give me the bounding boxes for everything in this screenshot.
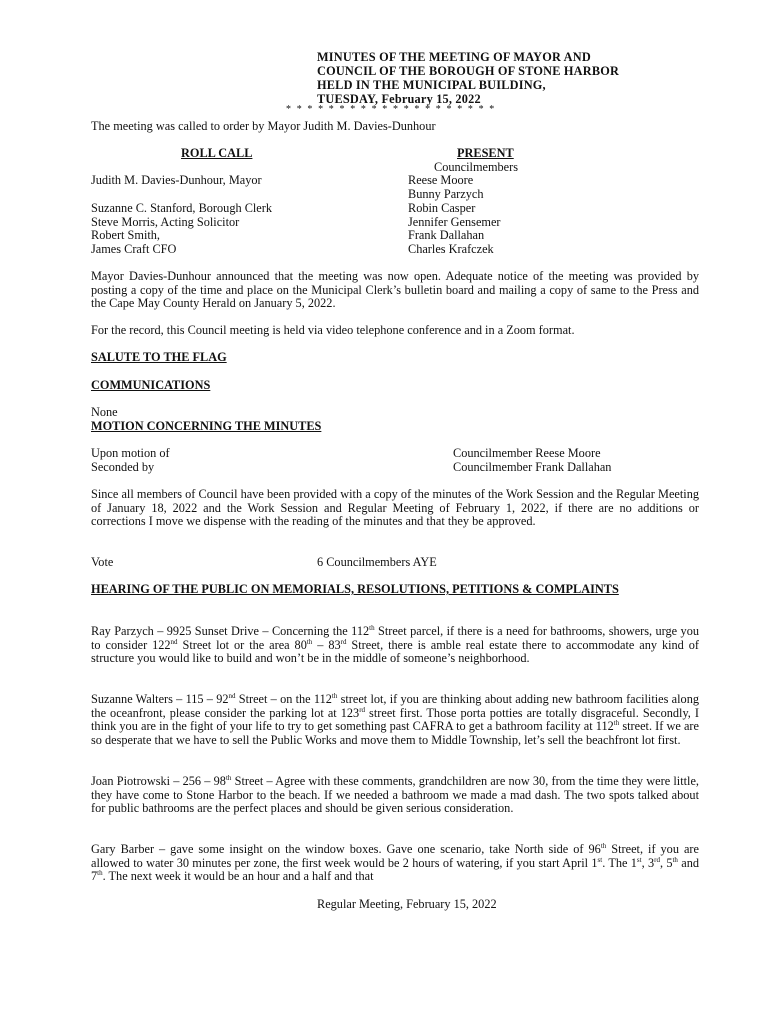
motion-by: Councilmember Reese Moore <box>453 446 601 460</box>
notice-paragraph: Mayor Davies-Dunhour announced that the meeting was now open. Adequate notice of the meeting was provided by posting a copy of the time and place on the Municipal Clerk’s bulletin board and mailing a copy of same to the Press and the Cape May County Herald on January 5, 2022. <box>91 269 699 311</box>
salute-heading: SALUTE TO THE FLAG <box>91 350 227 364</box>
minutes-paragraph: Since all members of Council have been provided with a copy of the minutes of the Work Session and the Regular Meeting of January 18, 2022 and the Work Session and Regular Meeting of February 1, 2022, if there are no additions or corrections I move we dispense with the reading of the minutes and that they be approved. <box>91 487 699 529</box>
roll-member: Robin Casper <box>408 201 476 215</box>
present-heading: PRESENT <box>457 146 514 160</box>
roll-member: Charles Krafczek <box>408 242 494 256</box>
roll-call-heading: ROLL CALL <box>181 146 253 160</box>
roll-member: Bunny Parzych <box>408 187 484 201</box>
motion-label: Upon motion of <box>91 446 170 460</box>
vote-label: Vote <box>91 555 114 569</box>
minutes-heading: MOTION CONCERNING THE MINUTES <box>91 419 322 433</box>
record-paragraph: For the record, this Council meeting is held via video telephone conference and in a Zoom format. <box>91 323 575 337</box>
roll-member: Reese Moore <box>408 173 474 187</box>
star-divider: * * * * * * * * * * * * * * * * * * * * <box>286 104 496 115</box>
public-comment-walters: Suzanne Walters – 115 – 92nd Street – on the 112th street lot, if you are thinking about adding new bathroom facilities along the oceanfront, please consider the parking lot at 123rd street first. Those porta potties are totally disgraceful. Secondly, I think you are in the fight of your life to try to get something past CAFRA to get a bathroom facility at 112th street. If we are so desperate that we have to sell the Public Works and move them to Middle Township, let’s sell the beachfront lot first. <box>91 691 699 747</box>
roll-member: Jennifer Gensemer <box>408 215 501 229</box>
call-to-order: The meeting was called to order by Mayor Judith M. Davies-Dunhour <box>91 119 436 133</box>
title-line-4: TUESDAY, February 15, 2022 <box>317 92 481 106</box>
roll-mayor: Judith M. Davies-Dunhour, Mayor <box>91 173 262 187</box>
communications-body: None <box>91 405 118 419</box>
second-by: Councilmember Frank Dallahan <box>453 460 612 474</box>
public-comment-piotrowski: Joan Piotrowski – 256 – 98th Street – Agree with these comments, grandchildren are now 30, from the time they were little, they have come to Stone Harbor to the beach. If we needed a bathroom we made a mad dash. The two spots talked about for public bathrooms are the perfect places and should be given serious consideration. <box>91 773 700 816</box>
communications-heading: COMMUNICATIONS <box>91 378 211 392</box>
roll-staff: Suzanne C. Stanford, Borough Clerk <box>91 201 273 215</box>
public-comment-parzych: Ray Parzych – 9925 Sunset Drive – Concerning the 112th Street parcel, if there is a need for bathrooms, showers, urge you to consider 122nd Street lot or the area 80th – 83rd Street, there is amble real estate there to accommodate any kind of structure you would like to build and won’t be in the middle of someone’s neighborhood. <box>91 623 699 666</box>
page-footer: Regular Meeting, February 15, 2022 <box>317 897 497 911</box>
roll-staff: Steve Morris, Acting Solicitor <box>91 215 240 229</box>
vote-result: 6 Councilmembers AYE <box>317 555 437 569</box>
roll-staff: James Craft CFO <box>91 242 177 256</box>
second-label: Seconded by <box>91 460 155 474</box>
title-line-2: COUNCIL OF THE BOROUGH OF STONE HARBOR <box>317 64 620 78</box>
councilmembers-label: Councilmembers <box>434 160 519 174</box>
title-line-3: HELD IN THE MUNICIPAL BUILDING, <box>317 78 546 92</box>
title-line-1: MINUTES OF THE MEETING OF MAYOR AND <box>317 50 591 64</box>
hearing-heading: HEARING OF THE PUBLIC ON MEMORIALS, RESOLUTIONS, PETITIONS & COMPLAINTS <box>91 582 619 596</box>
roll-member: Frank Dallahan <box>408 228 485 242</box>
roll-staff: Robert Smith, <box>91 228 161 242</box>
public-comment-barber: Gary Barber – gave some insight on the window boxes. Gave one scenario, take North side of 96th Street, if you are allowed to water 30 minutes per zone, the first week would be 2 hours of watering, if you start April 1st. The 1st, 3rd, 5th and 7th. The next week it would be an hour and a half and that <box>91 841 699 884</box>
